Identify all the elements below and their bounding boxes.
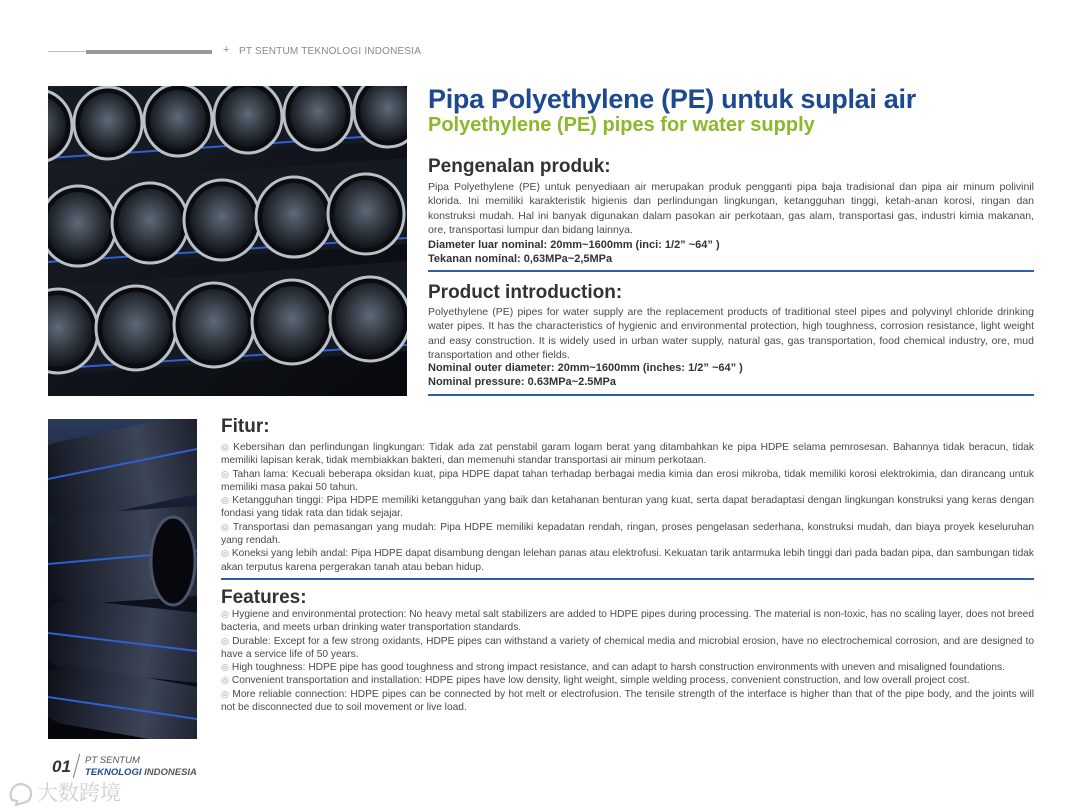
intro-en-spec-pressure: Nominal pressure: 0.63MPa~2.5MPa: [428, 376, 616, 388]
intro-en-spec-diameter: Nominal outer diameter: 20mm~1600mm (inches: 1/2” ~64” ): [428, 362, 743, 374]
bullet-icon: ◎: [221, 609, 229, 619]
intro-id-body: Pipa Polyethylene (PE) untuk penyediaan air merupakan produk pengganti pipa baja tradisional dan pipa air minum polivinil klorida. Ini memiliki karakteristik higienis dan perlindungan lingkungan, ketangguhan tinggi, ketah-anan korosi, ringan dan konstruksi mudah. Hal ini banyak digunakan dalam pasokan air perkotaan, gas alam, transportasi gas, industri kimia makanan, ore, transportasi lumpur dan bidang lainnya.: [428, 181, 1034, 237]
features-en-heading: Features:: [221, 587, 307, 608]
pipe-interior: [258, 286, 326, 358]
pipe-interior: [102, 292, 170, 364]
pipe-interior: [220, 87, 276, 147]
bullet-icon: ◎: [221, 675, 229, 686]
pipe-interior: [80, 93, 136, 153]
feature-item: [221, 674, 1034, 687]
features-id-heading: Fitur:: [221, 416, 270, 437]
bullet-icon: ◎: [221, 688, 230, 699]
section-divider: [428, 270, 1034, 272]
bullet-icon: ◎: [221, 635, 230, 646]
feature-text: More reliable connection: HDPE pipes can be connected by hot melt or electrofusion. The tensile strength of the interface is higher than that of the pipe body, and the joints will not be disconnected due to soil movement or live load.: [221, 688, 1034, 714]
feature-text: Hygiene and environmental protection: No heavy metal salt stabilizers are added to HDPE pipes during processing. The material is non-toxic, has no scaling layer, does not breed bacteria, and meets urban drinking water transportation standards.: [221, 609, 1034, 634]
feature-text: Transportasi dan pemasangan yang mudah: Pipa HDPE memiliki kepadatan rendah, ringan, proses pengelasan sederhana, konstruksi mudah, dan biaya proyek keseluruhan yang rendah.: [221, 521, 1034, 547]
intro-id-spec-pressure: Tekanan nominal: 0,63MPa~2,5MPa: [428, 253, 613, 265]
pipe-interior: [118, 189, 182, 257]
footer-divider: [73, 754, 80, 778]
feature-text: Ketangguhan tinggi: Pipa HDPE memiliki ketangguhan yang baik dan ketahanan benturan yang kuat, serta dapat beradaptasi dengan lingkungan konstruksi yang keras dengan fondasi yang tidak rata dan tidak sejajar.: [221, 495, 1034, 520]
header-rule-thin: [48, 51, 86, 52]
pipe-interior: [48, 192, 110, 260]
feature-item: [221, 521, 1034, 548]
header-rule-thick: [86, 50, 212, 54]
page-title-indonesian: Pipa Polyethylene (PE) untuk suplai air: [428, 84, 916, 114]
feature-item: [221, 468, 1034, 495]
footer-company-rest: INDONESIA: [141, 767, 197, 778]
footer-company-line1: PT SENTUM: [85, 755, 140, 766]
feature-text: Koneksi yang lebih andal: Pipa HDPE dapat disambung dengan lelehan panas atau elektrofusi. Kekuatan tarik antarmuka lebih tinggi dari pada badan pipa, dan sambungan tidak akan terputus karena pergerakan tanah atau beban hidup.: [221, 548, 1034, 573]
pipe-closeup-photo: [48, 419, 197, 739]
feature-text: High toughness: HDPE pipe has good toughness and strong impact resistance, and can adapt to harsh construction environments with uneven and misaligned foundations.: [231, 662, 1005, 674]
feature-text: Kebersihan dan perlindungan lingkungan: Tidak ada zat penstabil garam logam berat yang ditambahkan ke pipa HDPE selama pemrosesan. Bahannya tidak beracun, tidak memiliki lapisan kerak, tidak membiakkan bakteri, dan memenuhi standar transportasi air minum perkotaan.: [221, 442, 1034, 467]
header-company-name: PT SENTUM TEKNOLOGI INDONESIA: [239, 46, 422, 57]
section-divider: [428, 394, 1034, 396]
watermark-logo-icon: [8, 782, 34, 806]
feature-item: [221, 635, 1034, 662]
section-divider: [221, 578, 1034, 580]
pipe-interior: [180, 289, 248, 361]
pipe-stack-photo: [48, 86, 407, 396]
feature-item: [221, 688, 1034, 715]
feature-item: [221, 661, 1034, 674]
intro-en-heading: Product introduction:: [428, 282, 623, 303]
features-en-list: [221, 608, 1034, 714]
pipe-interior: [190, 186, 254, 254]
page-title-english: Polyethylene (PE) pipes for water supply: [428, 114, 815, 136]
bullet-icon: ◎: [221, 521, 230, 532]
intro-en-body: Polyethylene (PE) pipes for water supply are the replacement products of traditional steel pipes and polyvinyl chloride drinking water pipes. It has the characteristics of hygienic and environmental protection, high toughness, corrosion resistance, light weight and easy construction. It is widely used in urban water supply, natural gas, gas transportation, food chemical industry, ore, mud transportation and other fields.: [428, 306, 1034, 362]
features-id-list: [221, 441, 1034, 574]
plus-icon: +: [223, 44, 230, 56]
top-bar: [48, 44, 422, 60]
pipe-interior: [336, 283, 404, 355]
footer-company-strong: TEKNOLOGI: [85, 767, 142, 778]
feature-item: [221, 494, 1034, 521]
feature-text: Tahan lama: Kecuali beberapa oksidan kuat, pipa HDPE dapat tahan terhadap berbagai media kimia dan erosi mikroba, tidak memiliki korosi elektrokimia, dan dirancang untuk memiliki masa pakai 50 tahun.: [221, 468, 1035, 493]
feature-item: [221, 441, 1034, 468]
bullet-icon: ◎: [221, 495, 230, 506]
pipe-interior: [290, 86, 346, 144]
intro-id-spec-diameter: Diameter luar nominal: 20mm~1600mm (inci: 1/2” ~64” ): [428, 239, 720, 251]
page-number: 01: [52, 757, 71, 776]
pipe-interior: [262, 183, 326, 251]
feature-text: Convenient transportation and installation: HDPE pipes have low density, light weight, simple welding process, convenient construction, and low overall project cost.: [231, 675, 970, 687]
watermark-text: 大数跨境: [37, 782, 121, 805]
bullet-icon: ◎: [221, 468, 230, 479]
watermark: [8, 777, 121, 807]
feature-item: [221, 608, 1034, 635]
pipe-interior: [150, 90, 206, 150]
bullet-icon: ◎: [221, 548, 229, 559]
bullet-icon: ◎: [221, 442, 231, 452]
pipe-interior: [334, 180, 398, 248]
feature-text: Durable: Except for a few strong oxidants, HDPE pipes can withstand a variety of chemical media and microbial erosion, have no electrochemical corrosion, and are designed to have a service life of 50 years.: [221, 635, 1034, 660]
intro-id-heading: Pengenalan produk:: [428, 156, 611, 177]
bullet-icon: ◎: [221, 662, 229, 673]
feature-item: [221, 547, 1034, 574]
